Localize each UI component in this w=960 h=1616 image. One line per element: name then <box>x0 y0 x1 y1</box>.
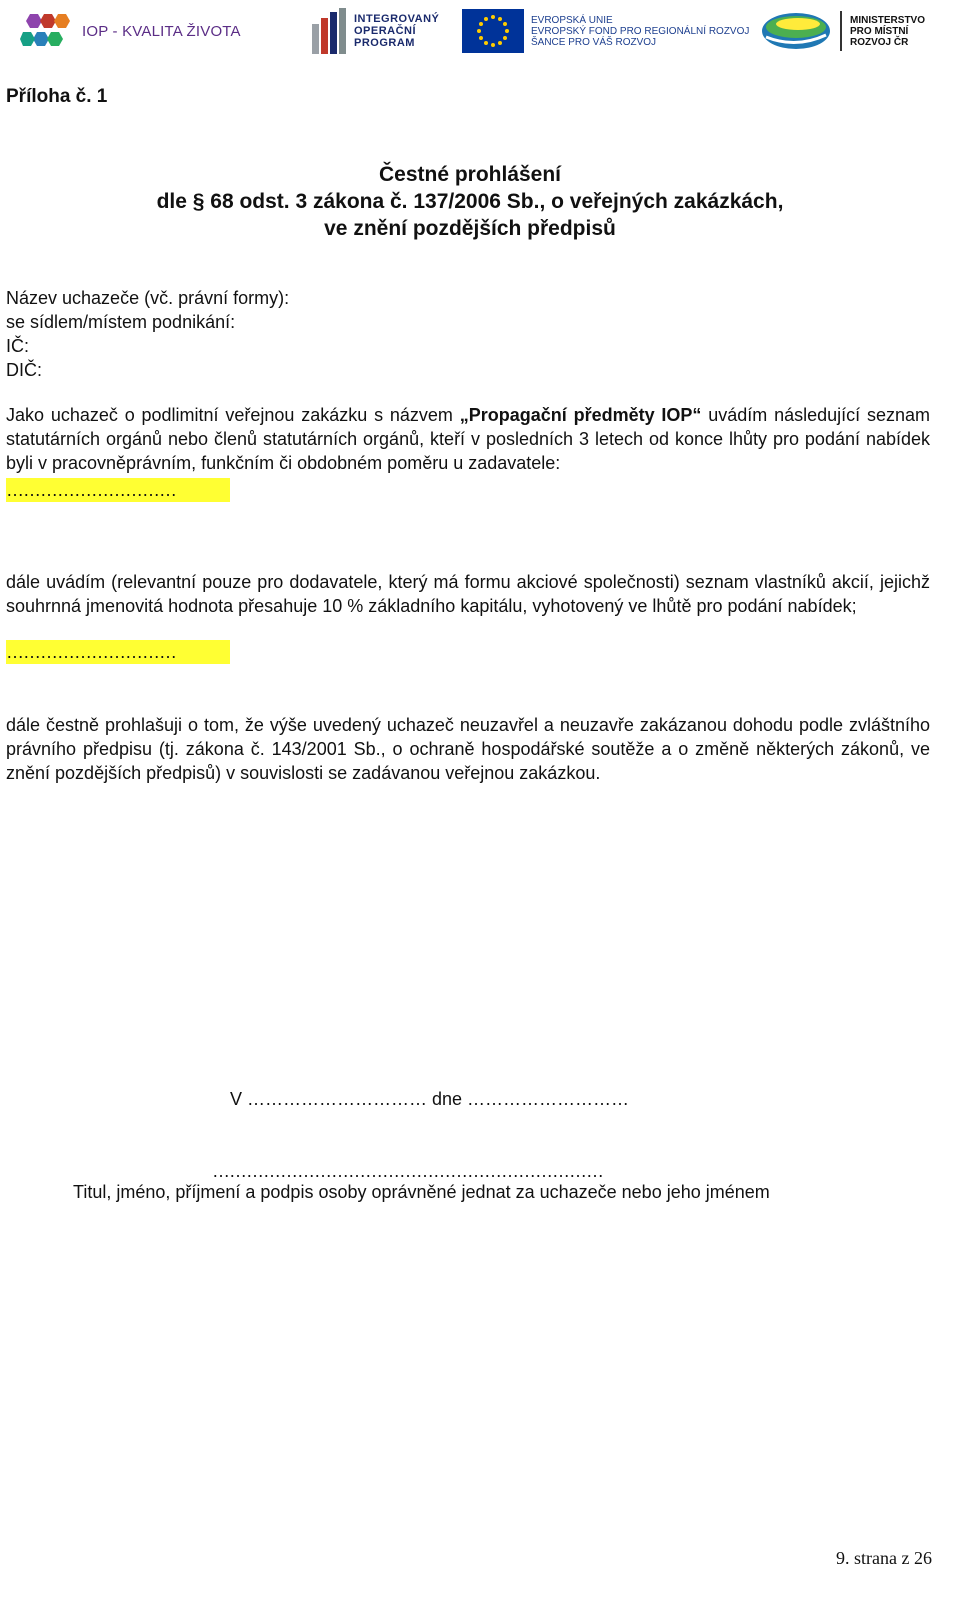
place-date-line: V ………………………… dne ……………………… <box>230 1089 630 1109</box>
mmr-logo <box>760 6 925 56</box>
mmr-swoosh-icon <box>760 9 832 53</box>
title-line-3: ve znění pozdějších předpisů <box>324 217 616 240</box>
mmr-line-3: ROZVOJ ČR <box>850 36 909 48</box>
blank-fill-1: ………………………… <box>6 478 230 502</box>
para1-text-end: uvádím následující seznam statutárních orgánů nebo členů statutárních orgánů, kteří v posledních 3 letech od konce lhůty pro podání nabídek byli v pracovněprávním, funkčním či obdobném poměru u zadavatele: <box>6 405 930 473</box>
iop-logo <box>20 10 241 52</box>
mmr-line-1: MINISTERSTVO <box>850 14 926 26</box>
para1-text-start: Jako uchazeč o podlimitní veřejnou zakázku s názvem <box>6 405 460 425</box>
eu-line-3: ŠANCE PRO VÁŠ ROZVOJ <box>531 36 657 48</box>
signature-caption: Titul, jméno, příjmení a podpis osoby oprávněné jednat za uchazeče nebo jeho jménem <box>73 1182 770 1202</box>
title-line-2: dle § 68 odst. 3 zákona č. 137/2006 Sb., o veřejných zakázkách, <box>156 190 784 213</box>
field-name: Název uchazeče (vč. právní formy): <box>6 288 290 308</box>
irop-bars-icon <box>312 8 348 54</box>
field-seat: se sídlem/místem podnikání: <box>6 312 236 332</box>
contract-name: „Propagační předměty IOP“ <box>459 405 702 425</box>
iop-logo-text: IOP - KVALITA ŽIVOTA <box>82 22 241 40</box>
title-line-1: Čestné prohlášení <box>378 163 562 186</box>
field-dic: DIČ: <box>6 360 42 380</box>
mmr-line-2: PRO MÍSTNÍ <box>850 25 909 37</box>
eu-line-1: EVROPSKÁ UNIE <box>531 14 613 26</box>
irop-line-1: INTEGROVANÝ <box>354 13 440 25</box>
paragraph-statutory-bodies <box>6 403 930 475</box>
blank-fill-2: ………………………… <box>6 640 230 664</box>
page-number: 9. strana z 26 <box>836 1548 932 1568</box>
irop-line-2: OPERAČNÍ <box>354 25 417 37</box>
irop-line-3: PROGRAM <box>354 37 415 49</box>
applicant-fields <box>6 286 289 382</box>
eu-line-2: EVROPSKÝ FOND PRO REGIONÁLNÍ ROZVOJ <box>531 25 750 37</box>
paragraph-declaration: dále čestně prohlašuji o tom, že výše uvedený uchazeč neuzavřel a neuzavře zakázanou dohodu podle zvláštního právního předpisu (tj. zákona č. 143/2001 Sb., o ochraně hospodářské soutěže a o změně některých zákonů, ve znění pozdějších předpisů) v souvislosti se zadávanou veřejnou zakázkou. <box>6 715 930 783</box>
irop-logo <box>312 6 439 56</box>
signature-line: …………………………………………………………… <box>212 1161 603 1181</box>
eu-flag-icon <box>462 9 524 53</box>
hexagon-cluster-icon <box>20 12 76 50</box>
document-title <box>0 161 940 242</box>
mmr-divider <box>840 11 842 51</box>
eu-logo <box>462 6 749 56</box>
annex-label: Příloha č. 1 <box>6 86 108 107</box>
paragraph-shareholders: dále uvádím (relevantní pouze pro dodavatele, který má formu akciové společnosti) seznam vlastníků akcií, jejichž souhrnná jmenovitá hodnota přesahuje 10 % základního kapitálu, vyhotovený ve lhůtě pro podání nabídek; <box>6 572 930 616</box>
field-ic: IČ: <box>6 336 30 356</box>
